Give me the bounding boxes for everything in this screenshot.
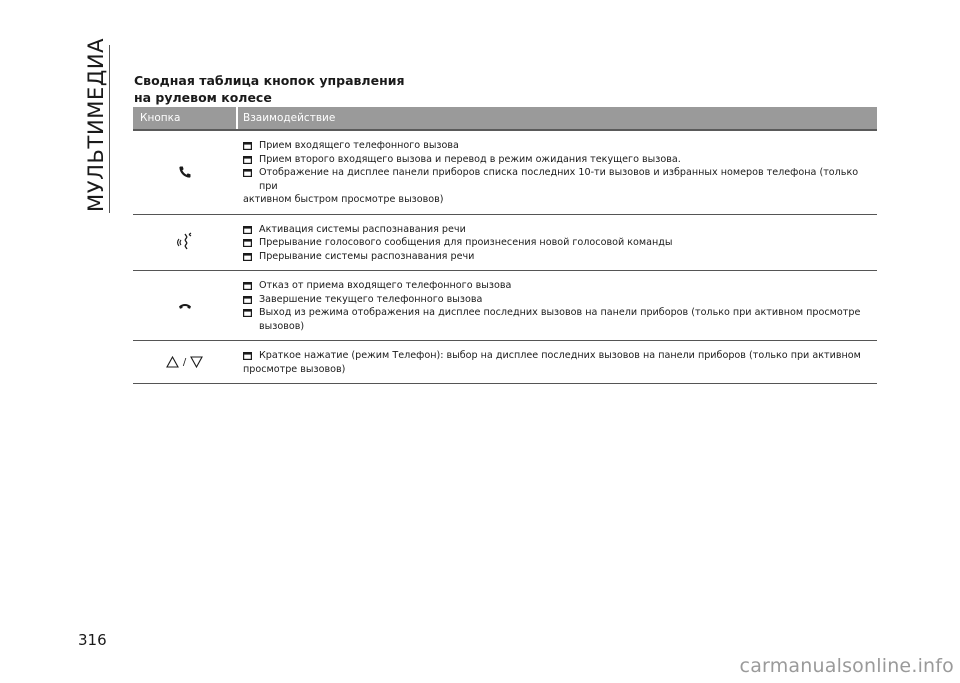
list-item bbox=[243, 279, 877, 293]
list-item-text: Отображение на дисплее панели приборов списка последних 10-ти вызовов и избранных номеров телефона (только при bbox=[259, 167, 859, 192]
list-item bbox=[243, 166, 877, 193]
list-item-text: Выход из режима отображения на дисплее последних вызовов на панели приборов (только при активном просмотре вызовов) bbox=[259, 307, 861, 332]
list-item-text: Прием второго входящего вызова и перевод в режим ожидания текущего вызова. bbox=[259, 153, 681, 165]
action-description bbox=[243, 215, 877, 271]
column-header-action: Взаимодействие bbox=[243, 112, 336, 124]
heading-line-1: Сводная таблица кнопок управления bbox=[134, 73, 405, 88]
list-item-continuation: активном быстром просмотре вызовов) bbox=[243, 194, 444, 205]
list-item bbox=[243, 153, 877, 167]
controls-table bbox=[133, 107, 877, 384]
button-cell bbox=[133, 341, 236, 383]
button-cell bbox=[133, 215, 236, 271]
checkbox-bullet-icon bbox=[243, 309, 252, 317]
list-item bbox=[243, 349, 877, 363]
heading-line-2: на рулевом колесе bbox=[134, 90, 272, 105]
list-item-continuation: просмотре вызовов) bbox=[243, 363, 346, 375]
arrows-separator: / bbox=[182, 356, 187, 368]
column-header-button: Кнопка bbox=[140, 112, 181, 124]
table-header bbox=[133, 107, 877, 131]
list-item bbox=[243, 250, 877, 264]
table-heading bbox=[134, 72, 405, 106]
action-description bbox=[243, 131, 877, 214]
phone-hangup-icon bbox=[178, 301, 192, 311]
button-cell bbox=[133, 271, 236, 340]
list-item-text: Активация системы распознавания речи bbox=[259, 223, 466, 235]
checkbox-bullet-icon bbox=[243, 156, 252, 164]
button-cell bbox=[133, 131, 236, 214]
list-item bbox=[243, 293, 877, 307]
list-item bbox=[243, 306, 877, 333]
table-row bbox=[133, 215, 877, 272]
table-row bbox=[133, 341, 877, 384]
down-arrow-icon bbox=[190, 356, 203, 368]
page-number: 316 bbox=[78, 631, 107, 649]
checkbox-bullet-icon bbox=[243, 142, 252, 150]
phone-answer-icon bbox=[178, 165, 192, 179]
header-divider bbox=[236, 107, 238, 129]
section-divider bbox=[109, 45, 110, 213]
checkbox-bullet-icon bbox=[243, 352, 252, 360]
checkbox-bullet-icon bbox=[243, 169, 252, 177]
list-item-text: Прерывание системы распознавания речи bbox=[259, 250, 475, 262]
list-item bbox=[243, 139, 877, 153]
voice-recognition-icon bbox=[176, 232, 194, 252]
checkbox-bullet-icon bbox=[243, 296, 252, 304]
section-title-vertical: МУЛЬТИМЕДИА bbox=[84, 37, 108, 212]
checkbox-bullet-icon bbox=[243, 282, 252, 290]
action-description bbox=[243, 271, 877, 340]
checkbox-bullet-icon bbox=[243, 239, 252, 247]
list-item-text: Завершение текущего телефонного вызова bbox=[259, 293, 483, 305]
list-item bbox=[243, 223, 877, 237]
up-down-arrows-icon bbox=[166, 356, 203, 368]
list-item-text: Прерывание голосового сообщения для произнесения новой голосовой команды bbox=[259, 237, 673, 248]
list-item-text: Прием входящего телефонного вызова bbox=[259, 140, 459, 151]
list-item-text: Краткое нажатие (режим Телефон): выбор на дисплее последних вызовов на панели приборов (только при активном bbox=[259, 350, 861, 361]
up-arrow-icon bbox=[166, 356, 179, 368]
checkbox-bullet-icon bbox=[243, 253, 252, 261]
list-item bbox=[243, 236, 877, 250]
table-row bbox=[133, 131, 877, 215]
checkbox-bullet-icon bbox=[243, 226, 252, 234]
action-description bbox=[243, 341, 877, 383]
watermark: carmanualsonline.info bbox=[739, 655, 954, 677]
table-row bbox=[133, 271, 877, 341]
list-item-text: Отказ от приема входящего телефонного вызова bbox=[259, 280, 512, 291]
